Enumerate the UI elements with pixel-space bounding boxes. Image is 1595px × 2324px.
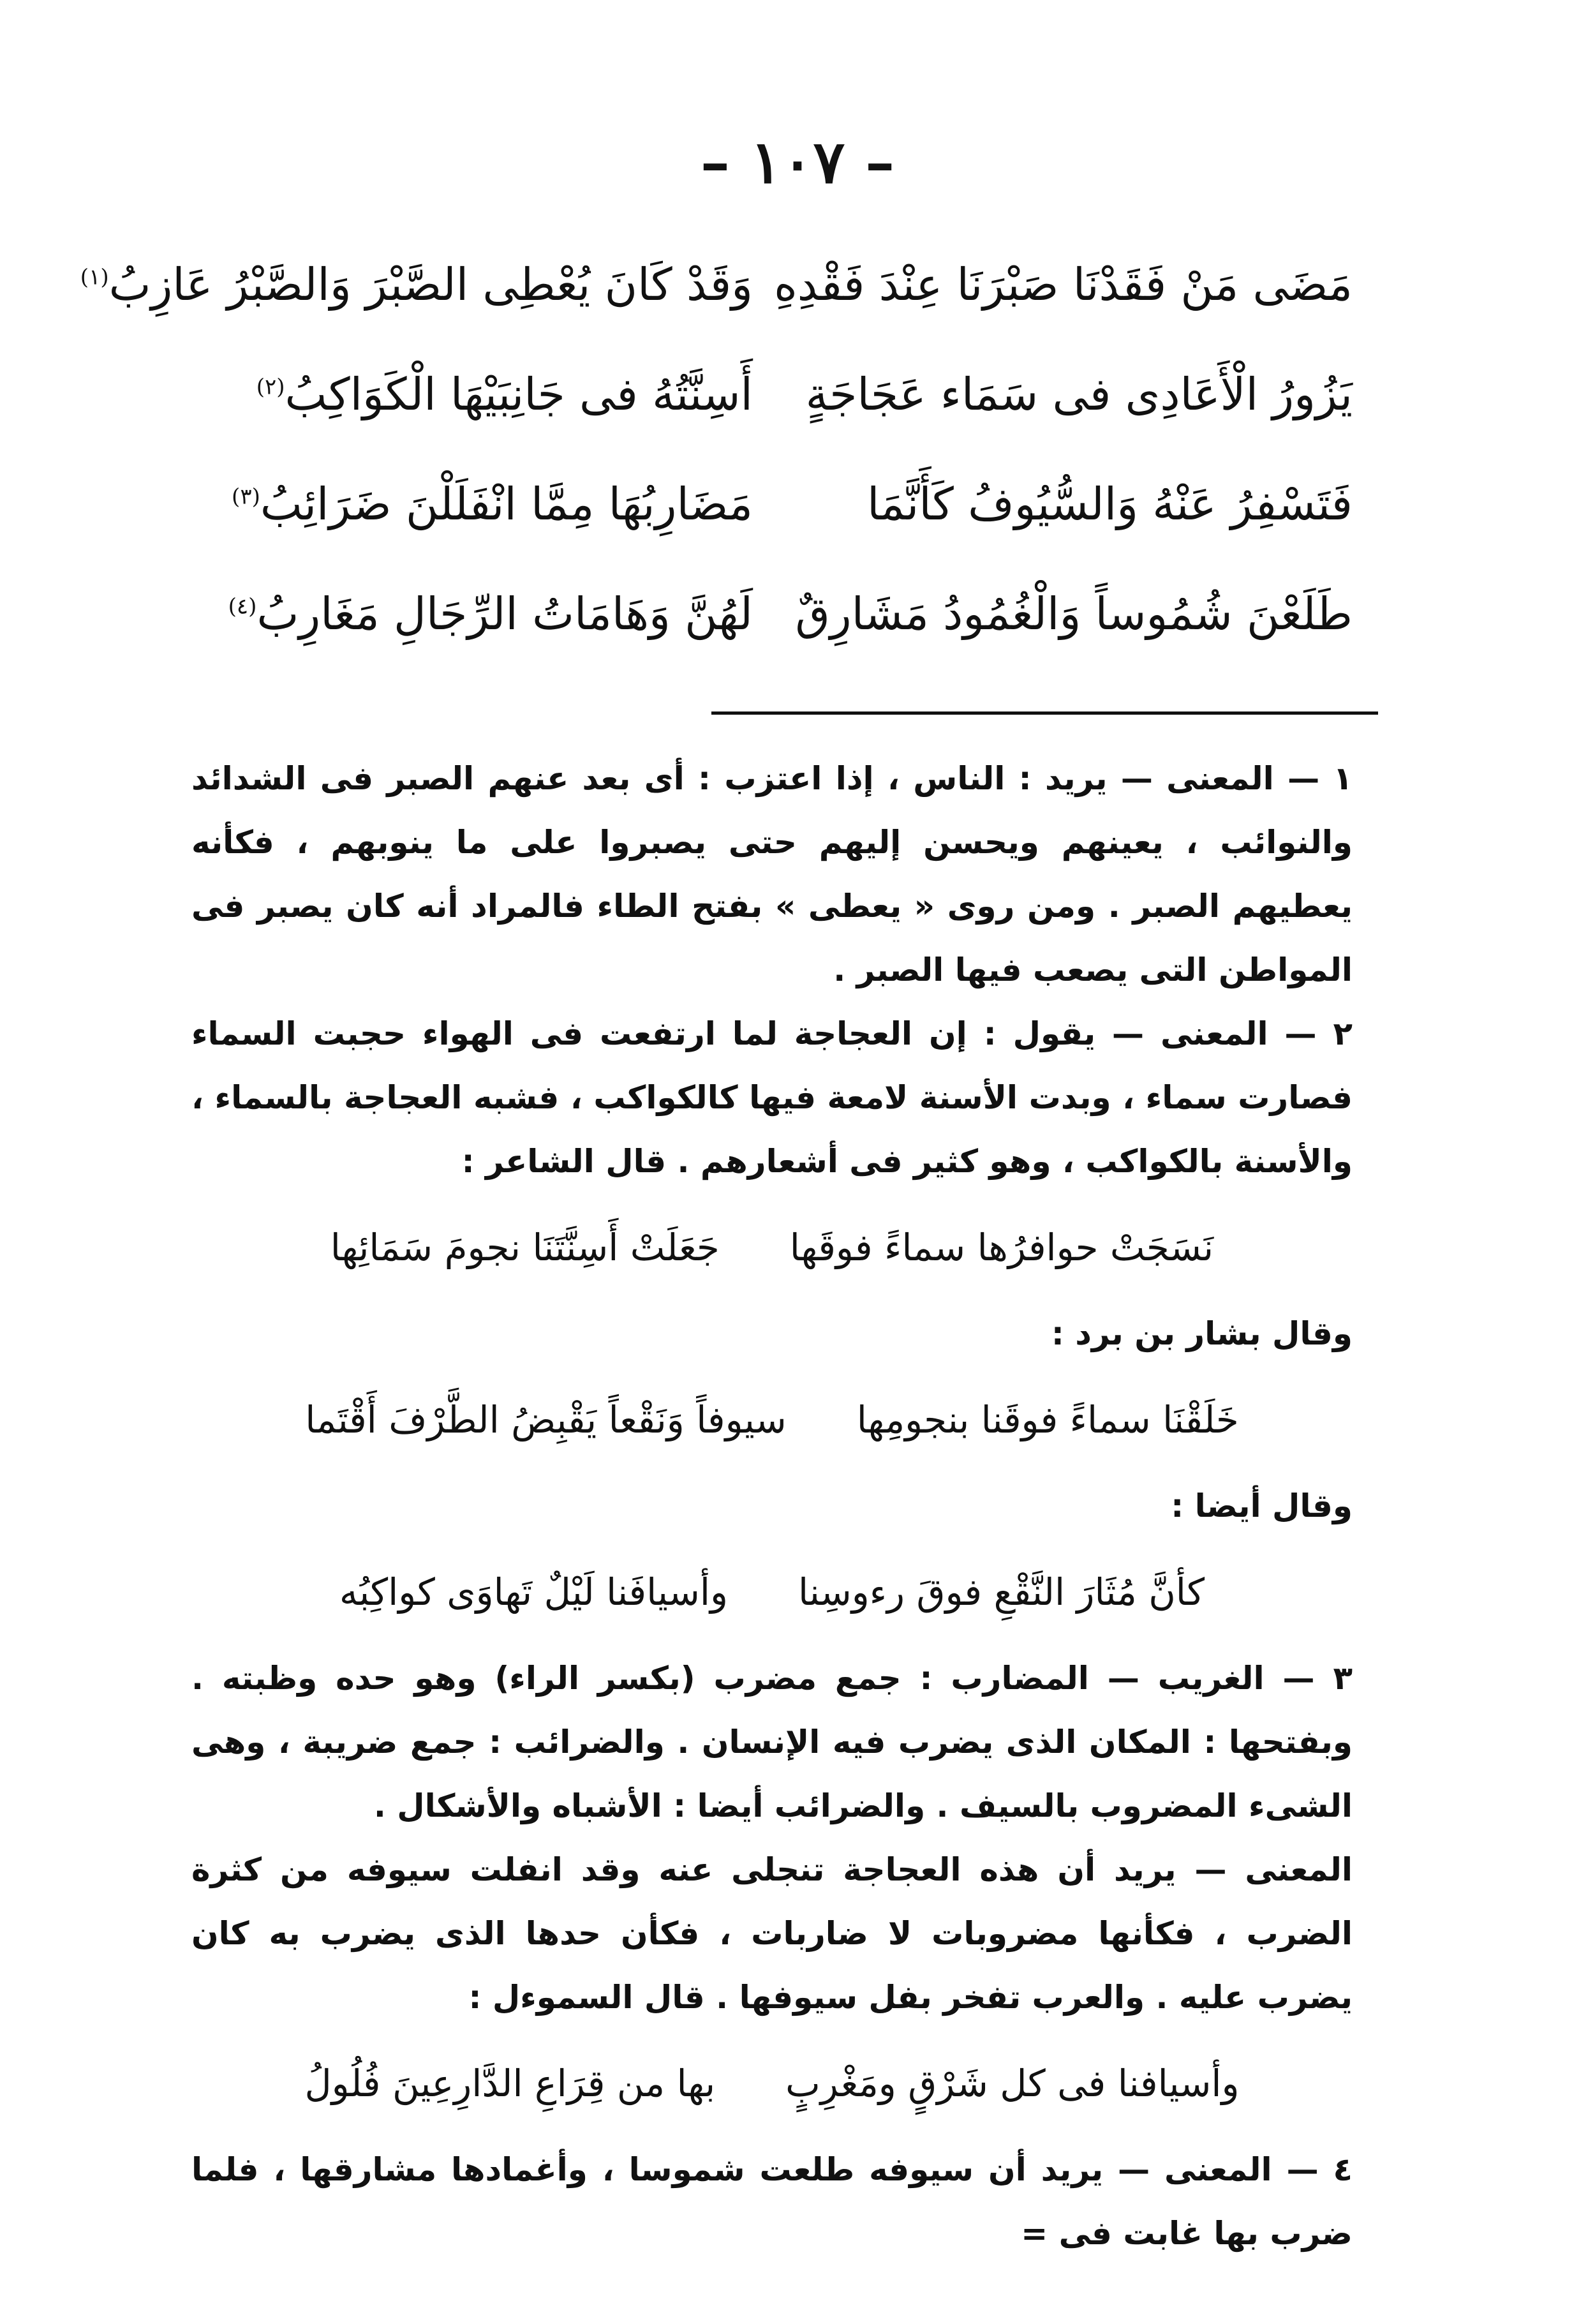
quoted-verse [191, 2029, 1353, 2138]
verse-second-hemistich [80, 258, 753, 311]
verse-line [80, 230, 1353, 339]
quoted-verse [191, 1366, 1353, 1474]
quoted-verse-second: وأسيافَنا لَيْلٌ تَهاوَى كواكِبُه [339, 1570, 728, 1614]
verse-line [191, 559, 1353, 669]
footnote-ref: (٤) [228, 593, 257, 620]
quoted-verse-first: خَلَقْنَا سماءً فوقَنا بنجومِها [856, 1398, 1239, 1441]
verse-line [191, 449, 1353, 559]
footnote-2: ٢ — المعنى — يقول : إن العجاجة لما ارتفعت فى الهواء حجبت السماء فصارت سماء ، وبدت الأسنة لامعة فيها كالكواكب ، فشبه العجاجة بالسماء ، والأسنة بالكواكب ، وهو كثير فى أشعارهم . قال الشاعر : [191, 1015, 1353, 1180]
quote-intro: وقال أيضا : [1171, 1487, 1353, 1524]
quoted-verse-second: بها من قِرَاعِ الدَّارِعِينَ فُلُولُ [304, 2062, 716, 2105]
footnote-3-meaning: المعنى — يريد أن هذه العجاجة تنجلى عنه وقد انفلت سيوفه من كثرة الضرب ، فكأنها مضروبات لا ضاربات ، فكأن حدها الذى يضرب به كان يضرب عليه . والعرب تفخر بفل سيوفها . قال السموءل : [191, 1851, 1353, 2016]
footnote-1: ١ — المعنى — يريد : الناس ، إذا اعتزب : أى بعد عنهم الصبر فى الشدائد والنوائب ، يعينهم ويحسن إليهم حتى يصبروا على ما ينوبهم ، فكأنه يعطيهم الصبر . ومن روى « يعطى » بفتح الطاء فالمراد أنه كان يصبر فى المواطن التى يصعب فيها الصبر . [191, 760, 1353, 988]
footnote-ref: (١) [80, 264, 109, 290]
quoted-verse-first: كأنَّ مُثَارَ النَّقْعِ فوقَ رءوسِنا [798, 1570, 1205, 1614]
hemistich-text: وَقَدْ كَانَ يُعْطِى الصَّبْرَ وَالصَّبْرُ عَازِبُ [108, 258, 753, 311]
footnote-ref: (٣) [232, 484, 260, 510]
verse-first-hemistich: فَتَسْفِرُ عَنْهُ وَالسُّيُوفُ كَأَنَّمَا [866, 478, 1353, 530]
verse-second-hemistich [191, 587, 753, 641]
footnote-3: ٣ — الغريب — المضارب : جمع مضرب (بكسر الراء) وهو حده وظبته . وبفتحها : المكان الذى يضرب فيه الإنسان . والضرائب : جمع ضريبة ، وهى الشىء المضروب بالسيف . والضرائب أيضا : الأشباه والأشكال . [191, 1660, 1353, 1824]
poem [80, 230, 1353, 669]
quoted-verse-first: نَسَجَتْ حوافرُها سماءً فوقَها [789, 1226, 1214, 1269]
hemistich-text: أَسِنَّتُهُ فى جَانِبَيْهَا الْكَوَاكِبُ [285, 368, 753, 421]
footnote-divider [711, 711, 1378, 715]
verse-line [191, 339, 1353, 449]
quoted-verse [191, 1193, 1353, 1302]
verse-first-hemistich: يَزُورُ الْأَعَادِى فى سَمَاء عَجَاجَةٍ [805, 368, 1353, 421]
quoted-verse-second: سيوفاً وَنَقْعاً يَقْبِضُ الطَّرْفَ أَقْتَما [305, 1398, 787, 1441]
quoted-verse-first: وأسيافنا فى كل شَرْقٍ ومَغْرِبٍ [785, 2062, 1240, 2105]
footnote-4: ٤ — المعنى — يريد أن سيوفه طلعت شموسا ، وأغمادها مشارقها ، فلما ضرب بها غابت فى = [191, 2151, 1353, 2252]
verse-first-hemistich: مَضَى مَنْ فَقَدْنَا صَبْرَنَا عِنْدَ فَقْدِهِ [774, 258, 1353, 311]
quote-intro: وقال بشار بن برد : [1051, 1315, 1353, 1352]
verse-second-hemistich [191, 368, 753, 421]
verse-second-hemistich [191, 477, 753, 531]
quoted-verse [191, 1538, 1353, 1646]
hemistich-text: لَهُنَّ وَهَامَاتُ الرِّجَالِ مَغَارِبُ [256, 588, 753, 640]
page-number: – ١٠٧ – [700, 128, 895, 197]
verse-first-hemistich: طَلَعْنَ شُمُوساً وَالْغُمُودُ مَشَارِقٌ [795, 588, 1353, 640]
hemistich-text: مَضَارِبُهَا مِمَّا انْفَلَلْنَ ضَرَائِبُ [260, 478, 753, 530]
footnote-ref: (٢) [256, 374, 285, 400]
footnotes [191, 747, 1353, 2265]
quoted-verse-second: جَعَلَتْ أَسِنَّتَنَا نجومَ سَمَائِها [330, 1226, 720, 1269]
